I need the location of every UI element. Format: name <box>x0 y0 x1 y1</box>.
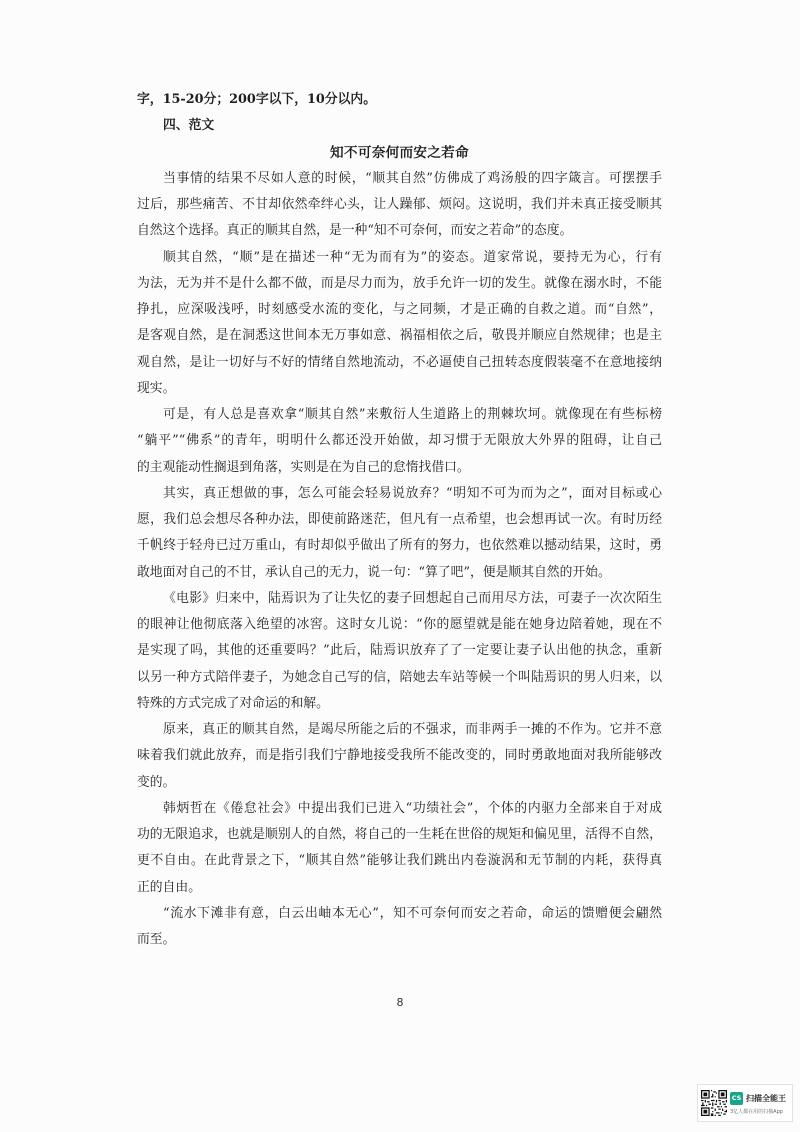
paragraph-2-line-5: 观自然，是让一切好与不好的情绪自然地流动，不必逼使自己扭转态度假装毫不在意地接纳 <box>137 354 662 370</box>
paragraph-5-line-1: 《电影》归来中，陆焉识为了让失忆的妻子回想起自己而用尽方法，可妻子一次次陌生 <box>163 590 662 606</box>
essay-paragraph-2 <box>137 245 662 403</box>
paragraph-7-line-2: 功的无限追求，也就是顺别人的自然，将自己的一生耗在世俗的规矩和偏见里，活得不自然， <box>137 827 662 842</box>
paragraph-1-line-1: 当事情的结果不尽如人意的时候，“顺其自然”仿佛成了鸡汤般的四字箴言。可摆摆手 <box>163 170 662 186</box>
paragraph-2-line-1: 顺其自然，“顺”是在描述一种“无为而有为”的姿态。道家常说，要持无为心，行有 <box>163 249 662 265</box>
camscanner-brand-name: 扫描全能王 <box>746 1093 786 1103</box>
camscanner-logo-icon: CS <box>730 1092 743 1105</box>
essay-paragraph-7 <box>137 796 662 901</box>
paragraph-5-line-4: 以另一种方式陪伴妻子，为她念自己写的信，陪她去车站等候一个叫陆焉识的男人归来，以 <box>137 669 662 685</box>
essay-text-block <box>137 87 662 953</box>
page-number: 8 <box>396 996 404 1009</box>
essay-paragraph-5 <box>137 586 662 717</box>
paragraph-7-line-1: 韩炳哲在《倦怠社会》中提出我们已进入“功绩社会”，个体的内驱力全部来自于对成 <box>163 800 662 816</box>
paragraph-4-line-3: 千帆终于轻舟已过万重山，有时却似乎做出了所有的努力，也依然难以撼动结果，这时，勇 <box>137 538 662 554</box>
paragraph-5-line-3: 是实现了吗，其他的还重要吗？”此后，陆焉识放弃了了一定要让妻子认出他的执念，重新 <box>137 643 662 659</box>
essay-paragraph-3 <box>137 402 662 481</box>
paragraph-8-line-2: 而至。 <box>137 932 176 947</box>
paragraph-2-line-4: 是客观自然，是在洞悉这世间本无万事如意、祸福相依之后，敬畏并顺应自然规律；也是主 <box>137 328 662 344</box>
paragraph-3-line-3: 的主观能动性搁退到角落，实则是在为自己的怠惰找借口。 <box>137 459 470 475</box>
paragraph-3-line-1: 可是，有人总是喜欢拿“顺其自然”来敷衍人生道路上的荆棘坎坷。就像现在有些标榜 <box>163 407 662 422</box>
paragraph-6-line-2: 味着我们就此放弃，而是指引我们宁静地接受我所不能改变的，同时勇敢地面对我所能够改 <box>137 748 662 764</box>
paragraph-1-line-3: 自然这个选择。真正的顺其自然，是一种“知不可奈何，而安之若命”的态度。 <box>137 223 573 239</box>
paragraph-3-line-2: “躺平”“佛系”的青年，明明什么都还没开始做，却习惯于无限放大外界的阻碍，让自己 <box>137 433 662 449</box>
paragraph-1-line-2: 过后，那些痛苦、不甘却依然牵绊心头，让人躁郁、烦闷。这说明，我们并未真正接受顺其 <box>137 197 662 212</box>
paragraph-5-line-2: 的眼神让他彻底落入绝望的冰窖。这时女儿说：“你的愿望就是能在她身边陪着她，现在不 <box>137 617 662 632</box>
paragraph-2-line-6: 现实。 <box>137 380 176 396</box>
camscanner-brand-block <box>730 1092 786 1115</box>
paragraph-2-line-2: 为法，无为并不是什么都不做，而是尽力而为，放手允许一切的发生。就像在溺水时，不能 <box>137 275 662 291</box>
paragraph-7-line-4: 正的自由。 <box>137 879 201 895</box>
scoring-note-line: 字，15-20分；200字以下，10分以内。 <box>137 92 377 107</box>
paragraph-2-line-3: 挣扎，应深吸浅呼，时刻感受水流的变化，与之同频，才是正确的自救之道。而“自然”， <box>137 302 662 317</box>
camscanner-brand-row <box>730 1092 786 1105</box>
paragraph-4-line-1: 其实，真正想做的事，怎么可能会轻易说放弃？“明知不可为而为之”，面对目标或心 <box>163 485 662 501</box>
essay-paragraph-8 <box>137 901 662 954</box>
essay-paragraph-1 <box>137 166 662 245</box>
essay-title: 知不可奈何而安之若命 <box>330 144 469 161</box>
camscanner-watermark <box>697 1084 793 1122</box>
paragraph-4-line-2: 愿，我们总会想尽各种办法，即使前路迷茫，但凡有一点希望，也会想再试一次。有时历经 <box>137 512 662 527</box>
section-heading: 四、范文 <box>163 118 215 134</box>
camscanner-tagline: 3亿人都在用的扫描App <box>730 1108 783 1115</box>
paragraph-6-line-1: 原来，真正的顺其自然，是竭尽所能之后的不强求，而非两手一摊的不作为。它并不意 <box>163 722 662 737</box>
paragraph-5-line-5: 特殊的方式完成了对命运的和解。 <box>137 695 329 711</box>
essay-paragraph-4 <box>137 481 662 586</box>
paragraph-4-line-4: 敢地面对自己的不甘，承认自己的无力，说一句：“算了吧”，便是顺其自然的开始。 <box>137 564 611 580</box>
paragraph-8-line-1: “流水下滩非有意，白云出岫本无心”，知不可奈何而安之若命，命运的馈赠便会翩然 <box>163 905 662 921</box>
paragraph-7-line-3: 更不自由。在此背景之下，“顺其自然”能够让我们跳出内卷漩涡和无节制的内耗，获得真 <box>137 853 662 869</box>
essay-paragraph-6 <box>137 717 662 796</box>
qr-code-icon <box>701 1090 727 1116</box>
paragraph-6-line-3: 变的。 <box>137 774 176 790</box>
